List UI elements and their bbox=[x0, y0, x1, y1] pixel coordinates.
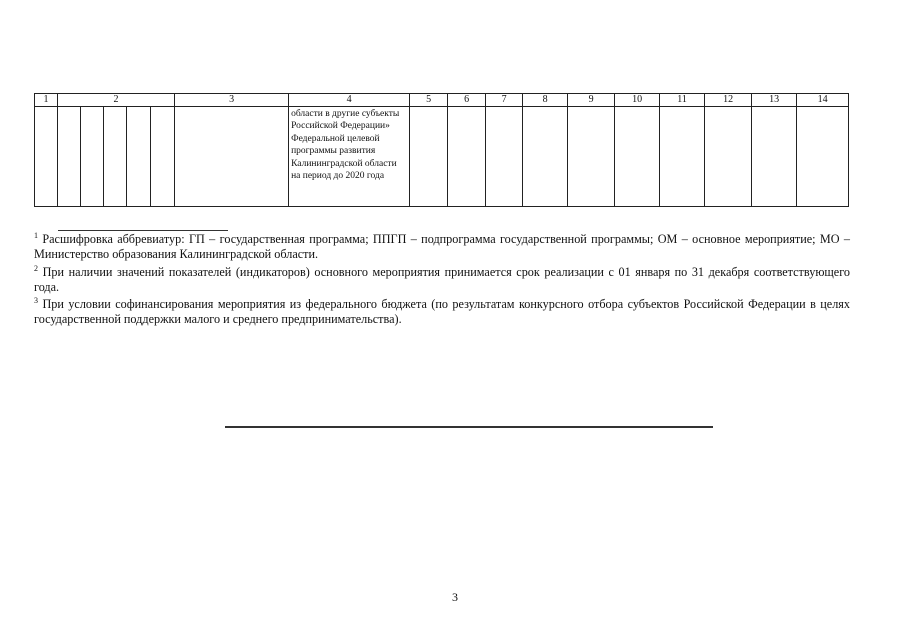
header-cell-3: 3 bbox=[175, 94, 289, 107]
page-number: 3 bbox=[452, 590, 458, 604]
table-cell bbox=[615, 107, 660, 207]
footnote-separator bbox=[58, 230, 228, 231]
header-cell-7: 7 bbox=[486, 94, 523, 107]
header-cell-8: 8 bbox=[523, 94, 568, 107]
table-cell bbox=[523, 107, 568, 207]
end-of-document-rule bbox=[225, 426, 713, 428]
header-cell-9: 9 bbox=[568, 94, 615, 107]
table-cell bbox=[151, 107, 175, 207]
table-cell bbox=[175, 107, 289, 207]
table-cell bbox=[797, 107, 849, 207]
footnote-2 bbox=[34, 265, 850, 296]
footnote-marker: 3 bbox=[34, 296, 38, 306]
footnote-1 bbox=[34, 232, 850, 263]
footnote-marker: 2 bbox=[34, 263, 38, 273]
table-cell bbox=[752, 107, 797, 207]
header-cell-2: 2 bbox=[58, 94, 175, 107]
header-cell-10: 10 bbox=[615, 94, 660, 107]
header-cell-13: 13 bbox=[752, 94, 797, 107]
table-cell bbox=[104, 107, 127, 207]
table-cell bbox=[568, 107, 615, 207]
table-cell bbox=[127, 107, 151, 207]
table-cell bbox=[81, 107, 104, 207]
header-cell-5: 5 bbox=[410, 94, 448, 107]
header-cell-4: 4 bbox=[289, 94, 410, 107]
table-cell bbox=[410, 107, 448, 207]
footnote-3 bbox=[34, 297, 850, 328]
table-cell-col4 bbox=[289, 107, 410, 207]
table-cell bbox=[448, 107, 486, 207]
footnote-text: Расшифровка аббревиатур: ГП – государственная программа; ППГП – подпрограмма государственной программы; ОМ – основное мероприятие; МО – Министерство образования Калининградской области. bbox=[34, 232, 851, 262]
header-cell-14: 14 bbox=[797, 94, 849, 107]
table-cell bbox=[486, 107, 523, 207]
header-cell-11: 11 bbox=[660, 94, 705, 107]
table-cell bbox=[35, 107, 58, 207]
header-cell-1: 1 bbox=[35, 94, 58, 107]
table-cell bbox=[58, 107, 81, 207]
header-cell-12: 12 bbox=[705, 94, 752, 107]
col4-text: области в другие субъекты Российской Федерации» Федеральной целевой программы развития Калининградской области на период до 2020 года bbox=[291, 109, 400, 182]
header-cell-6: 6 bbox=[448, 94, 486, 107]
table-header-row bbox=[35, 94, 849, 107]
table-cell bbox=[705, 107, 752, 207]
table-row bbox=[35, 107, 849, 207]
data-table bbox=[34, 93, 849, 207]
footnotes bbox=[34, 232, 850, 330]
table-cell bbox=[660, 107, 705, 207]
footnote-text: При наличии значений показателей (индикаторов) основного мероприятия принимается срок реализации с 01 января по 31 декабря соответствующего года. bbox=[34, 264, 851, 294]
footnote-text: При условии софинансирования мероприятия из федерального бюджета (по результатам конкурсного отбора субъектов Российской Федерации в целях государственной поддержки малого и среднего предпринимательства). bbox=[34, 297, 851, 327]
footnote-marker: 1 bbox=[34, 230, 38, 240]
